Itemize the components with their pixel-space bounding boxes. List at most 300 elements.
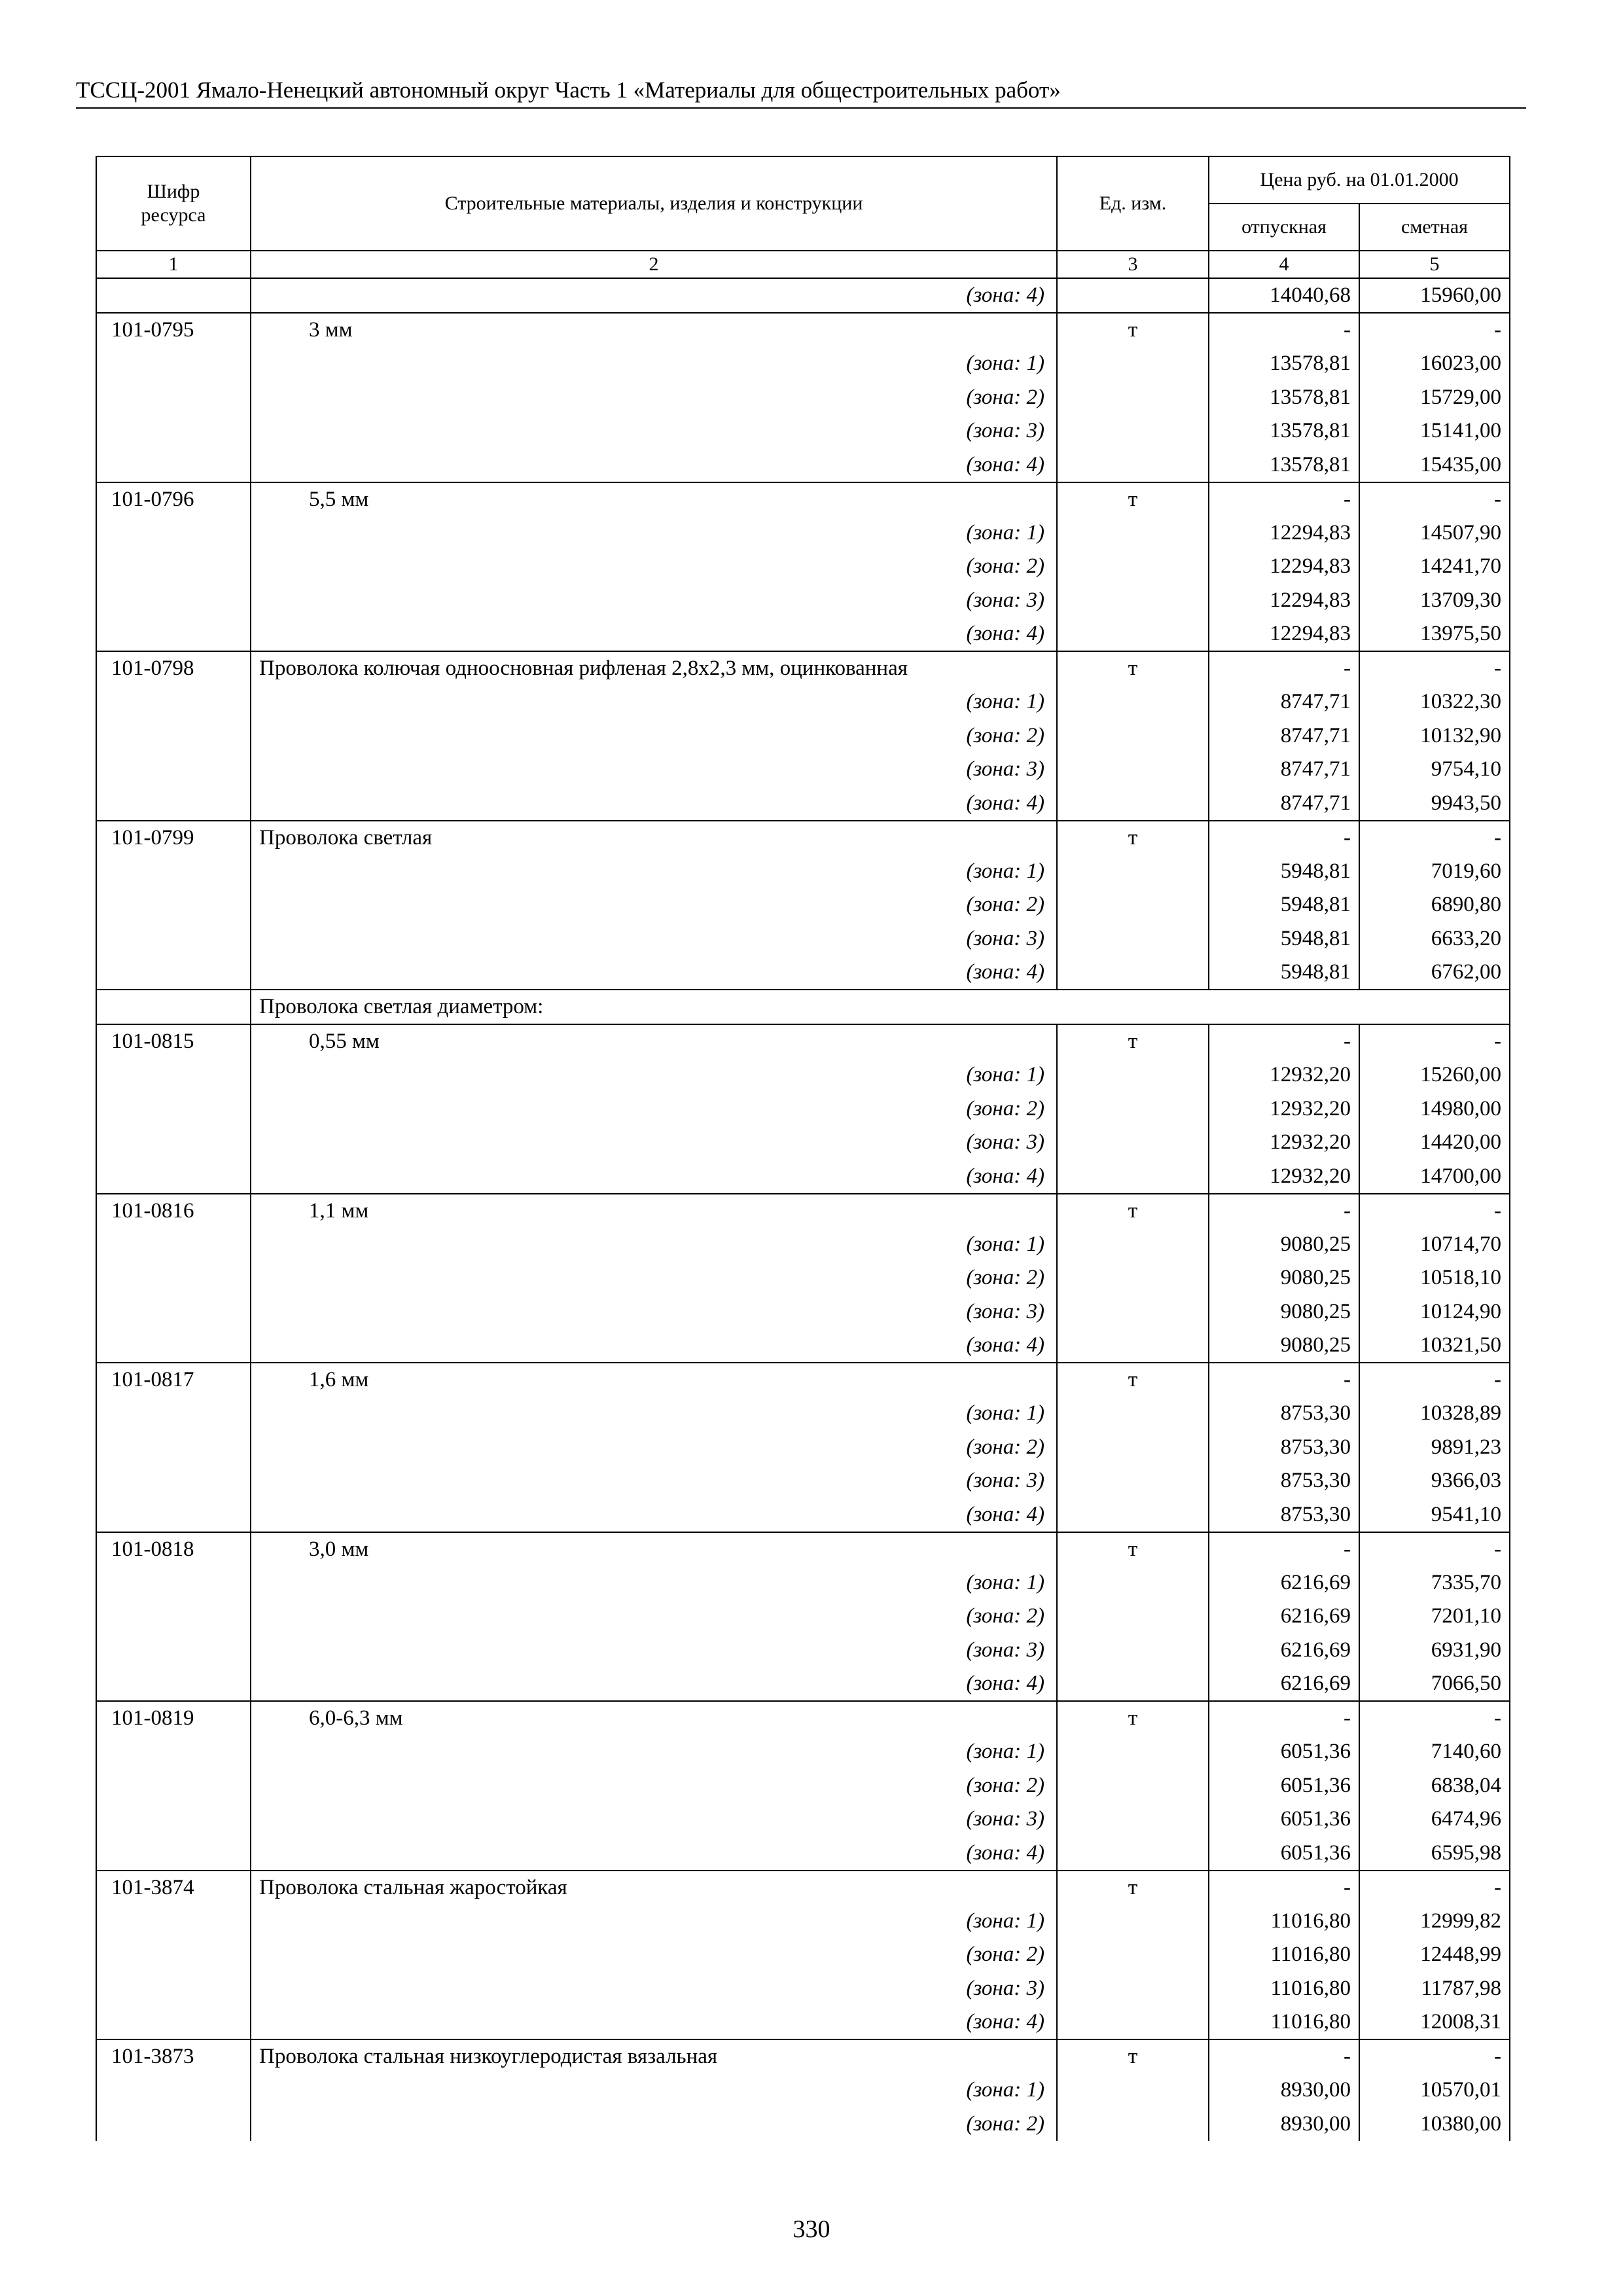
resource-code xyxy=(96,1092,251,1126)
unit-cell: т xyxy=(1057,651,1209,685)
unit-cell: т xyxy=(1057,1532,1209,1566)
zone-row xyxy=(96,448,1510,482)
zone-row xyxy=(96,1498,1510,1532)
resource-code xyxy=(96,922,251,956)
release-price: - xyxy=(1209,2039,1359,2073)
zone-row xyxy=(96,1566,1510,1600)
estimate-price: 9366,03 xyxy=(1359,1464,1510,1498)
resource-code xyxy=(96,855,251,889)
estimate-price: 11787,98 xyxy=(1359,1972,1510,2006)
resource-row xyxy=(96,1024,1510,1058)
release-price: 5948,81 xyxy=(1209,888,1359,922)
zone-row xyxy=(96,1634,1510,1668)
release-price: - xyxy=(1209,1024,1359,1058)
zone-label: (зона: 2) xyxy=(251,381,1057,415)
estimate-price: 6762,00 xyxy=(1359,956,1510,990)
zone-row xyxy=(96,381,1510,415)
zone-label: (зона: 1) xyxy=(251,1058,1057,1092)
estimate-price: 13975,50 xyxy=(1359,617,1510,651)
group-heading-row xyxy=(96,990,1510,1024)
zone-label: (зона: 2) xyxy=(251,1600,1057,1634)
unit-cell xyxy=(1057,787,1209,821)
resource-code xyxy=(96,1498,251,1532)
zone-label: (зона: 2) xyxy=(251,2108,1057,2142)
zone-label: (зона: 3) xyxy=(251,584,1057,618)
zone-label: (зона: 3) xyxy=(251,753,1057,787)
unit-cell xyxy=(1057,1769,1209,1803)
estimate-price: 14700,00 xyxy=(1359,1160,1510,1194)
release-price: 6216,69 xyxy=(1209,1634,1359,1668)
unit-cell xyxy=(1057,1667,1209,1701)
estimate-price: 6838,04 xyxy=(1359,1769,1510,1803)
estimate-price: 7019,60 xyxy=(1359,855,1510,889)
zone-label: (зона: 1) xyxy=(251,1566,1057,1600)
zone-label: (зона: 3) xyxy=(251,1972,1057,2006)
material-name: Проволока стальная низкоуглеродистая вязальная xyxy=(251,2039,1057,2073)
zone-label: (зона: 1) xyxy=(251,347,1057,381)
estimate-price: 9541,10 xyxy=(1359,1498,1510,1532)
column-number-4: 4 xyxy=(1209,251,1359,278)
estimate-price: 15141,00 xyxy=(1359,414,1510,448)
zone-label: (зона: 4) xyxy=(251,448,1057,482)
unit-cell xyxy=(1057,347,1209,381)
column-header-unit: Ед. изм. xyxy=(1057,156,1209,251)
zone-row xyxy=(96,1735,1510,1769)
estimate-price: 15260,00 xyxy=(1359,1058,1510,1092)
unit-cell: т xyxy=(1057,1871,1209,1905)
unit-cell xyxy=(1057,1905,1209,1939)
zone-row xyxy=(96,2108,1510,2142)
resource-code xyxy=(96,584,251,618)
zone-label: (зона: 4) xyxy=(251,1667,1057,1701)
resource-code xyxy=(96,617,251,651)
unit-cell xyxy=(1057,1938,1209,1972)
resource-code xyxy=(96,1228,251,1262)
resource-code xyxy=(96,550,251,584)
resource-code xyxy=(96,347,251,381)
resource-code: 101-3874 xyxy=(96,1871,251,1905)
material-name: Проволока колючая одноосновная рифленая 2,8х2,3 мм, оцинкованная xyxy=(251,651,1057,685)
zone-label: (зона: 2) xyxy=(251,719,1057,753)
release-price: 13578,81 xyxy=(1209,381,1359,415)
estimate-price: 9943,50 xyxy=(1359,787,1510,821)
release-price: - xyxy=(1209,1194,1359,1228)
estimate-price: 10322,30 xyxy=(1359,685,1510,719)
zone-label: (зона: 1) xyxy=(251,2073,1057,2108)
zone-label: (зона: 3) xyxy=(251,414,1057,448)
resource-code xyxy=(96,1397,251,1431)
resource-code: 101-0818 xyxy=(96,1532,251,1566)
unit-cell xyxy=(1057,1837,1209,1871)
zone-label: (зона: 3) xyxy=(251,1803,1057,1837)
estimate-price: - xyxy=(1359,1701,1510,1735)
unit-cell xyxy=(1057,753,1209,787)
zone-label: (зона: 1) xyxy=(251,855,1057,889)
zone-label: (зона: 4) xyxy=(251,278,1057,313)
unit-cell xyxy=(1057,1600,1209,1634)
unit-cell xyxy=(1057,1498,1209,1532)
release-price: 8747,71 xyxy=(1209,787,1359,821)
unit-cell: т xyxy=(1057,313,1209,347)
material-name: 5,5 мм xyxy=(251,482,1057,516)
estimate-price: 14507,90 xyxy=(1359,516,1510,550)
release-price: - xyxy=(1209,821,1359,855)
unit-cell xyxy=(1057,617,1209,651)
estimate-price: - xyxy=(1359,651,1510,685)
estimate-price: 15435,00 xyxy=(1359,448,1510,482)
estimate-price: 16023,00 xyxy=(1359,347,1510,381)
unit-cell xyxy=(1057,888,1209,922)
resource-code xyxy=(96,1769,251,1803)
resource-code xyxy=(96,516,251,550)
zone-row xyxy=(96,414,1510,448)
unit-cell: т xyxy=(1057,1024,1209,1058)
resource-row xyxy=(96,482,1510,516)
estimate-price: 10132,90 xyxy=(1359,719,1510,753)
zone-row xyxy=(96,1600,1510,1634)
zone-row xyxy=(96,1837,1510,1871)
unit-cell xyxy=(1057,922,1209,956)
resource-code xyxy=(96,1667,251,1701)
zone-row xyxy=(96,1905,1510,1939)
unit-cell: т xyxy=(1057,821,1209,855)
zone-label: (зона: 4) xyxy=(251,1498,1057,1532)
material-name: 0,55 мм xyxy=(251,1024,1057,1058)
zone-label: (зона: 4) xyxy=(251,1837,1057,1871)
release-price: 13578,81 xyxy=(1209,448,1359,482)
estimate-price: - xyxy=(1359,482,1510,516)
zone-row xyxy=(96,956,1510,990)
estimate-price: 9754,10 xyxy=(1359,753,1510,787)
resource-code xyxy=(96,1160,251,1194)
release-price: 5948,81 xyxy=(1209,855,1359,889)
resource-code xyxy=(96,414,251,448)
unit-cell xyxy=(1057,1634,1209,1668)
estimate-price: 10570,01 xyxy=(1359,2073,1510,2108)
zone-row xyxy=(96,347,1510,381)
release-price: 13578,81 xyxy=(1209,414,1359,448)
zone-row xyxy=(96,1329,1510,1363)
resource-code xyxy=(96,1566,251,1600)
zone-label: (зона: 1) xyxy=(251,1228,1057,1262)
zone-row xyxy=(96,1431,1510,1465)
resource-code xyxy=(96,888,251,922)
estimate-price: 12999,82 xyxy=(1359,1905,1510,1939)
zone-row xyxy=(96,1972,1510,2006)
estimate-price: 7140,60 xyxy=(1359,1735,1510,1769)
release-price: 12294,83 xyxy=(1209,550,1359,584)
zone-label: (зона: 1) xyxy=(251,516,1057,550)
estimate-price: 10124,90 xyxy=(1359,1295,1510,1329)
zone-label: (зона: 1) xyxy=(251,1735,1057,1769)
unit-cell xyxy=(1057,1566,1209,1600)
resource-code xyxy=(96,1803,251,1837)
zone-label: (зона: 3) xyxy=(251,1126,1057,1160)
release-price: 8747,71 xyxy=(1209,753,1359,787)
zone-label: (зона: 1) xyxy=(251,1905,1057,1939)
estimate-price: 10518,10 xyxy=(1359,1261,1510,1295)
zone-row xyxy=(96,1803,1510,1837)
release-price: 6216,69 xyxy=(1209,1566,1359,1600)
resource-code xyxy=(96,1058,251,1092)
resource-code xyxy=(96,1126,251,1160)
release-price: 6216,69 xyxy=(1209,1667,1359,1701)
resource-code: 101-0798 xyxy=(96,651,251,685)
zone-label: (зона: 3) xyxy=(251,922,1057,956)
unit-cell: т xyxy=(1057,1363,1209,1397)
unit-cell xyxy=(1057,1972,1209,2006)
resource-code xyxy=(96,2005,251,2039)
release-price: 12932,20 xyxy=(1209,1126,1359,1160)
resource-code xyxy=(96,448,251,482)
release-price: - xyxy=(1209,1532,1359,1566)
column-number-2: 2 xyxy=(251,251,1057,278)
unit-cell xyxy=(1057,2108,1209,2142)
release-price: - xyxy=(1209,482,1359,516)
column-header-estimate: сметная xyxy=(1359,204,1510,251)
resource-code xyxy=(96,381,251,415)
release-price: - xyxy=(1209,313,1359,347)
unit-cell xyxy=(1057,550,1209,584)
zone-row xyxy=(96,1295,1510,1329)
estimate-price: 12008,31 xyxy=(1359,2005,1510,2039)
unit-cell xyxy=(1057,719,1209,753)
release-price: 12932,20 xyxy=(1209,1058,1359,1092)
unit-cell xyxy=(1057,685,1209,719)
release-price: 14040,68 xyxy=(1209,278,1359,313)
release-price: 11016,80 xyxy=(1209,2005,1359,2039)
zone-row xyxy=(96,685,1510,719)
zone-row xyxy=(96,2073,1510,2108)
unit-cell xyxy=(1057,1228,1209,1262)
release-price: 11016,80 xyxy=(1209,1905,1359,1939)
unit-cell: т xyxy=(1057,2039,1209,2073)
table-body xyxy=(96,278,1510,2141)
estimate-price: - xyxy=(1359,1194,1510,1228)
zone-label: (зона: 4) xyxy=(251,617,1057,651)
release-price: 12294,83 xyxy=(1209,584,1359,618)
release-price: 5948,81 xyxy=(1209,922,1359,956)
zone-row xyxy=(96,1769,1510,1803)
estimate-price: 15960,00 xyxy=(1359,278,1510,313)
zone-row xyxy=(96,1938,1510,1972)
resource-code xyxy=(96,1464,251,1498)
zone-row xyxy=(96,550,1510,584)
resource-row xyxy=(96,1701,1510,1735)
unit-cell xyxy=(1057,855,1209,889)
column-header-release: отпускная xyxy=(1209,204,1359,251)
zone-label: (зона: 3) xyxy=(251,1464,1057,1498)
zone-row xyxy=(96,922,1510,956)
zone-label: (зона: 2) xyxy=(251,888,1057,922)
unit-cell xyxy=(1057,956,1209,990)
resource-code xyxy=(96,787,251,821)
resource-row xyxy=(96,1363,1510,1397)
unit-cell xyxy=(1057,1126,1209,1160)
estimate-price: 14980,00 xyxy=(1359,1092,1510,1126)
resource-code xyxy=(96,1837,251,1871)
unit-cell xyxy=(1057,1160,1209,1194)
price-table xyxy=(96,156,1510,2141)
release-price: 5948,81 xyxy=(1209,956,1359,990)
zone-row xyxy=(96,888,1510,922)
release-price: 6051,36 xyxy=(1209,1735,1359,1769)
resource-row xyxy=(96,1194,1510,1228)
release-price: 8747,71 xyxy=(1209,719,1359,753)
resource-code xyxy=(96,278,251,313)
zone-label: (зона: 1) xyxy=(251,685,1057,719)
unit-cell xyxy=(1057,1261,1209,1295)
estimate-price: 15729,00 xyxy=(1359,381,1510,415)
column-number-row xyxy=(96,251,1510,278)
estimate-price: 10328,89 xyxy=(1359,1397,1510,1431)
unit-cell: т xyxy=(1057,1194,1209,1228)
material-name: 6,0-6,3 мм xyxy=(251,1701,1057,1735)
release-price: 6051,36 xyxy=(1209,1769,1359,1803)
zone-row xyxy=(96,1464,1510,1498)
resource-code xyxy=(96,1600,251,1634)
resource-code xyxy=(96,1634,251,1668)
zone-row xyxy=(96,1058,1510,1092)
unit-cell xyxy=(1057,1431,1209,1465)
estimate-price: 6931,90 xyxy=(1359,1634,1510,1668)
zone-row xyxy=(96,1126,1510,1160)
release-price: 9080,25 xyxy=(1209,1261,1359,1295)
group-heading: Проволока светлая диаметром: xyxy=(251,990,1510,1024)
estimate-price: - xyxy=(1359,313,1510,347)
estimate-price: 14420,00 xyxy=(1359,1126,1510,1160)
zone-row xyxy=(96,719,1510,753)
material-name: 3 мм xyxy=(251,313,1057,347)
column-header-code: Шифр ресурса xyxy=(96,156,251,251)
resource-row xyxy=(96,1871,1510,1905)
resource-row xyxy=(96,651,1510,685)
unit-cell xyxy=(1057,1092,1209,1126)
table-header xyxy=(96,156,1510,278)
release-price: 6051,36 xyxy=(1209,1803,1359,1837)
document-header: ТССЦ-2001 Ямало-Ненецкий автономный округ Часть 1 «Материалы для общестроительных работ» xyxy=(76,76,1526,109)
estimate-price: 7201,10 xyxy=(1359,1600,1510,1634)
resource-code: 101-3873 xyxy=(96,2039,251,2073)
unit-cell xyxy=(1057,1295,1209,1329)
zone-label: (зона: 4) xyxy=(251,1329,1057,1363)
release-price: 6216,69 xyxy=(1209,1600,1359,1634)
zone-row xyxy=(96,787,1510,821)
unit-cell xyxy=(1057,448,1209,482)
release-price: 9080,25 xyxy=(1209,1295,1359,1329)
release-price: 13578,81 xyxy=(1209,347,1359,381)
resource-code xyxy=(96,753,251,787)
column-header-name: Строительные материалы, изделия и конструкции xyxy=(251,156,1057,251)
estimate-price: - xyxy=(1359,1363,1510,1397)
resource-code: 101-0817 xyxy=(96,1363,251,1397)
code-cell xyxy=(96,990,251,1024)
estimate-price: 6595,98 xyxy=(1359,1837,1510,1871)
zone-row xyxy=(96,753,1510,787)
estimate-price: 6890,80 xyxy=(1359,888,1510,922)
release-price: - xyxy=(1209,1701,1359,1735)
resource-row xyxy=(96,1532,1510,1566)
zone-label: (зона: 2) xyxy=(251,1769,1057,1803)
release-price: - xyxy=(1209,1871,1359,1905)
resource-code xyxy=(96,1972,251,2006)
release-price: 12294,83 xyxy=(1209,617,1359,651)
release-price: 12932,20 xyxy=(1209,1092,1359,1126)
estimate-price: 7066,50 xyxy=(1359,1667,1510,1701)
unit-cell xyxy=(1057,414,1209,448)
resource-code xyxy=(96,1295,251,1329)
release-price: 8753,30 xyxy=(1209,1397,1359,1431)
resource-code: 101-0795 xyxy=(96,313,251,347)
estimate-price: - xyxy=(1359,821,1510,855)
zone-row xyxy=(96,516,1510,550)
estimate-price: 12448,99 xyxy=(1359,1938,1510,1972)
zone-label: (зона: 4) xyxy=(251,2005,1057,2039)
resource-code xyxy=(96,2073,251,2108)
zone-row xyxy=(96,1261,1510,1295)
unit-cell xyxy=(1057,2005,1209,2039)
material-name: Проволока стальная жаростойкая xyxy=(251,1871,1057,1905)
page-number: 330 xyxy=(793,2215,830,2243)
estimate-price: 6633,20 xyxy=(1359,922,1510,956)
release-price: 11016,80 xyxy=(1209,1972,1359,2006)
zone-row xyxy=(96,855,1510,889)
estimate-price: - xyxy=(1359,1024,1510,1058)
unit-cell: т xyxy=(1057,1701,1209,1735)
resource-code: 101-0819 xyxy=(96,1701,251,1735)
zone-row xyxy=(96,1228,1510,1262)
zone-row xyxy=(96,2005,1510,2039)
material-name: 1,6 мм xyxy=(251,1363,1057,1397)
zone-label: (зона: 3) xyxy=(251,1295,1057,1329)
estimate-price: 10321,50 xyxy=(1359,1329,1510,1363)
resource-code xyxy=(96,685,251,719)
estimate-price: 14241,70 xyxy=(1359,550,1510,584)
zone-row xyxy=(96,1397,1510,1431)
unit-cell xyxy=(1057,584,1209,618)
column-header-price-group: Цена руб. на 01.01.2000 xyxy=(1209,156,1510,204)
resource-code xyxy=(96,2108,251,2142)
unit-cell: т xyxy=(1057,482,1209,516)
release-price: 8753,30 xyxy=(1209,1431,1359,1465)
resource-code: 101-0816 xyxy=(96,1194,251,1228)
resource-code xyxy=(96,1329,251,1363)
zone-row xyxy=(96,617,1510,651)
zone-label: (зона: 2) xyxy=(251,1431,1057,1465)
unit-cell xyxy=(1057,381,1209,415)
zone-label: (зона: 4) xyxy=(251,787,1057,821)
zone-row xyxy=(96,584,1510,618)
unit-cell xyxy=(1057,516,1209,550)
release-price: 8930,00 xyxy=(1209,2108,1359,2142)
zone-label: (зона: 2) xyxy=(251,1938,1057,1972)
estimate-price: - xyxy=(1359,2039,1510,2073)
zone-row xyxy=(96,1667,1510,1701)
release-price: 8930,00 xyxy=(1209,2073,1359,2108)
resource-code xyxy=(96,719,251,753)
zone-label: (зона: 2) xyxy=(251,550,1057,584)
zone-label: (зона: 4) xyxy=(251,1160,1057,1194)
release-price: 9080,25 xyxy=(1209,1228,1359,1262)
release-price: - xyxy=(1209,651,1359,685)
release-price: 12294,83 xyxy=(1209,516,1359,550)
material-name: 1,1 мм xyxy=(251,1194,1057,1228)
zone-label: (зона: 2) xyxy=(251,1092,1057,1126)
estimate-price: - xyxy=(1359,1871,1510,1905)
unit-cell xyxy=(1057,278,1209,313)
estimate-price: 10714,70 xyxy=(1359,1228,1510,1262)
estimate-price: 7335,70 xyxy=(1359,1566,1510,1600)
